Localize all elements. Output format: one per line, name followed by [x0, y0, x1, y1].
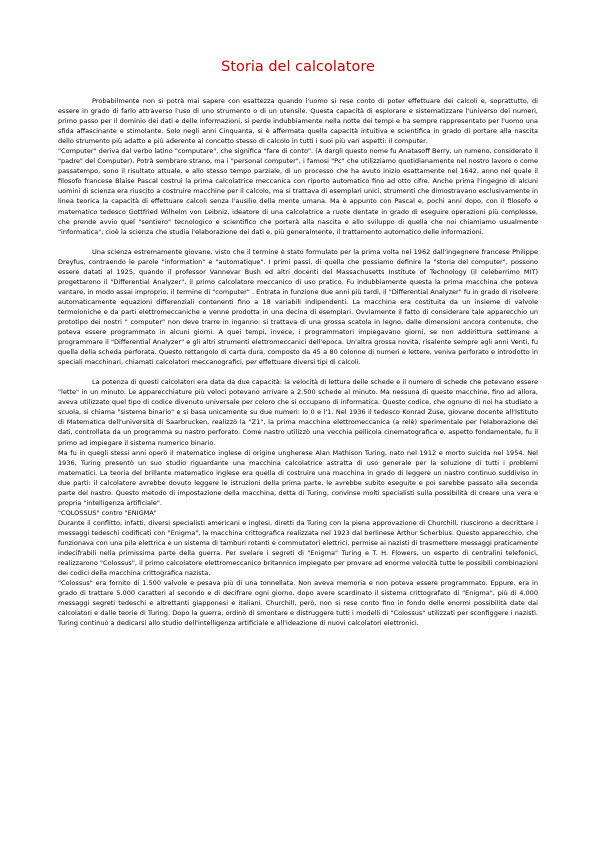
- document-page: [58, 58, 538, 628]
- paragraph-calculator-power: La potenza di questi calcolatori era data da due capacità: la velocità di lettura delle schede e il numero di schede che potevano essere "lette" in un minuto. Le apparecchiature più veloci potevano arrivare a 2.500 schede al minuto. Ma nessuna di queste macchine, fino ad allora, aveva utilizzato quel tipo di codice divenuto universale per coloro che si occupano di informatica. Questo codice, che ognuno di noi ha studiato a scuola, si chiama "sistema binario" e si basa unicamente su due numeri: lo 0 e l'1. Nel 1936 il tedesco Konrad Zuse, giovane docente all'Istituto di Matematica dell'università di Saarbrucken, realizzò la "Z1", la prima macchina elettromeccanica (a relè) sperimentale per l'elaborazione dei dati, controllata da un programma su nastro perforato. Come nastro utilizzò una vecchia pellicola cinematografica e, aspetto fondamentale, fu il primo ad impiegare il sistema numerico binario.: [58, 378, 538, 447]
- paragraph-turing: Ma fu in quegli stessi anni operò il matematico inglese di origine ungherese Alan Mathison Turing, nato nel 1912 e morto suicida nel 1954. Nel 1936, Turing presentò un suo studio riguardante una macchina calcolatrice astratta di uso generale per la soluzione di tutti i problemi matematici. La teoria del brillante matematico inglese era quella di costruire una macchina in grado di leggere un nastro continuo suddiviso in due parti: il calcolatore avrebbe dovuto leggere le istruzioni della prima parte, le avrebbe subito eseguite e poi sarebbe passato alla seconda parte del nastro. Questo metodo di impostazione della macchina, detta di Turing, convinse molti specialisti sulla possibilità di creare una vera e propria "intelligenza artificiale".: [58, 448, 538, 507]
- paragraph-spacer: [58, 367, 538, 377]
- paragraph-young-science: Una scienza estremamente giovane, visto che il termine è stato formulato per la prima volta nel 1962 dall'ingegnere francese Philippe Dreyfus, contraendo le parole "information" e "automatique". I primi passi, di quella che possiamo definire la "storia del computer", possono essere datati al 1925, quando il professor Vannevar Bush ed altri docenti del Massachusetts Institute of Technology (il celeberrimo MIT) progettarono il "Differential Analyzer", il primo calcolatore meccanico di uso pratico. Fu indubbiamente questa la prima macchina che poteva vantare, in modo assai improprio, il termine di "computer" . Entrata in funzione due anni più tardi, il "Differential Analyzer" fu in grado di risolvere automaticamente equazioni differenziali contenenti fino a 18 variabili indipendenti. La macchina era costituita da un insieme di valvole termoioniche e da parti elettromeccaniche e venne prodotta in una decina di esemplari. Ovviamente il fatto di considerare tale apparecchio un prototipo dei nostri " computer" non deve trarre in inganno: si trattava di una grossa scatola in legno, dalle dimensioni ancora contenute, che poteva essere programmato in alcuni giorni. A quei tempi, invece, i programmatori impiegavano giorni, se non addirittura settimane a programmare il "Differential Analyzer" e gli altri strumenti elettromeccanici dell'epoca. Un'altra grossa novità, risalente sempre agli anni Venti, fu quella della scheda perforata. Questo rettangolo di carta dura, composto da 45 a 80 colonne di numeri e lettere, veniva perforato e introdotto in speciali macchinari, chiamati calcolatori meccanografici, per effettuare diversi tipi di calcoli.: [58, 247, 538, 367]
- paragraph-computer-origin: "Computer" deriva dal verbo latino "computare", che significa "fare di conto". (A dargli questo nome fu Anatasoff Berry, un rumeno, considerato il "padre" del Computer). Potrà sembrare strano, ma i "personal computer", i famosi "Pc" che utilizziamo quotidianamente nel nostro lavoro o come passatempo, sono il risultato attuale, e allo stesso tempo parziale, di un processo che ha avuto inizio esattamente nel 1642, anno nel quale il filosofo francese Blaise Pascal costruì la prima calcolatrice meccanica con riporto automatico fino ad otto cifre. Anche prima l'ingegno di alcuni uomini di scienza era riuscito a costruire macchine per il calcolo, ma si trattava di esemplari unici, strumenti che dimostravano esclusivamente in linea teorica la capacità di effettuare calcoli senza l'ausilio della mente umana. Ma è appunto con Pascal e, pochi anni dopo, con il filosofo e matematico tedesco Gottfried Wilhelm von Leibniz, ideatore di una calcolatrice a ruote dentate in grado di eseguire operazioni più complesse, che prende avvio quel "sentiero" tecnologico e scientifico che porterà alla nascita e allo sviluppo di quella che noi chiamiamo usualmente "informatica", cioè la scienza che studia l'elaborazione dei dati e, più generalmente, il trattamento automatico delle informazioni.: [58, 147, 538, 236]
- paragraph-war-codebreaking: Durante il conflitto, infatti, diversi specialisti americani e inglesi, diretti da Turing con la piena approvazione di Churchill, riuscirono a decrittare i messaggi tedeschi codificati con "Enigma", la macchina crittografica realizzata nel 1923 dal berlinese Arthur Scherbius. Questo apparecchio, che funzionava con una pila elettrica e un sistema di tamburi rotanti e commutatori elettrici, permise ai nazisti di trasmettere messaggi praticamente indecifrabili nella primissima parte della guerra. Per svelare i segreti di "Enigma" Turing e T. H. Flowers, un esperto di centralini telefonici, realizzarono "Colossus", il primo calcolatore elettromeccanico britannico impiegato per provare ad enorme velocità tutte le possibili combinazioni dei codici della macchina crittografica nazista.: [58, 518, 538, 578]
- paragraph-colossus: "Colossus" era fornito di 1.500 valvole e pesava più di una tonnellata. Non aveva memoria e non poteva essere programmato. Eppure, era in grado di trattare 5.000 caratteri al secondo e di decifrare ogni giorno, dopo avere scardinato il sistema crittografato di "Enigma", più di 4.000 messaggi segreti tedeschi e altrettanti giapponesi e italiani. Churchill, però, non si rese conto fino in fondo delle enormi possibilità date dai calcolatori e dalle teorie di Turing. Dopo la guerra, ordinò di smontare e distruggere tutti i modelli di "Colossus" utilizzati per sconfiggere i nazisti. Turing continuò a dedicarsi allo studio dell'intelligenza artificiale e all'ideazione di nuovi calcolatori elettronici.: [58, 579, 538, 628]
- section-heading-colossus-enigma: "COLOSSUS" contro "ENIGMA": [58, 508, 157, 517]
- paragraph-intro: Probabilmente non si potrà mai sapere con esattezza quando l'uomo si rese conto di poter effettuare dei calcoli e, soprattutto, di essere in grado di farlo attraverso l'uso di uno strumento o di un utensile. Questa capacità di esplorare e sistematizzare l'universo dei numeri, primo passo per il dominio dei dati e delle informazioni, si perde indubbiamente nella notte dei tempi e ha sempre rappresentato per l'uomo una sfida affascinante e stimolante. Solo negli anni Cinquanta, si è affermata quella capacità intuitiva e scientifica in grado di portare alla nascita dello strumento più adatto e più aderente al concetto stesso di calcolo in tutti i suoi più vari aspetti: il computer.: [58, 97, 538, 146]
- page-title: Storia del calcolatore: [221, 59, 375, 75]
- paragraph-spacer: [58, 237, 538, 247]
